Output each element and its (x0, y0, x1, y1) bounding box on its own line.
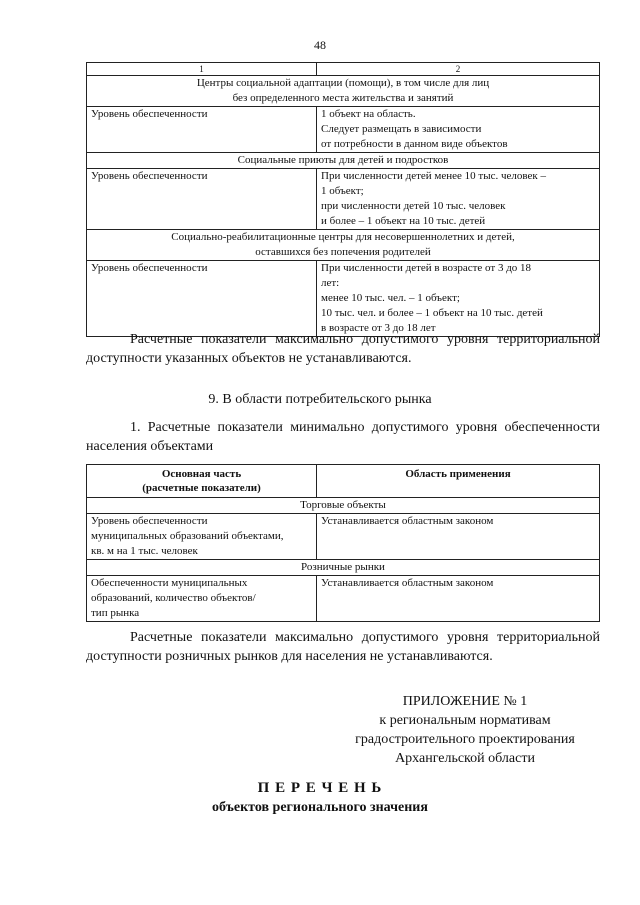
row-value: При численности детей в возрасте от 3 до 18 лет: менее 10 тыс. чел. – 1 объект; 10 тыс. чел. и более – 1 объект на 10 тыс. детей в возрасте от 3 до 18 лет (317, 261, 600, 337)
section-heading-consumer-market: 9. В области потребительского рынка (208, 392, 432, 407)
row-value: Устанавливается областным законом (317, 576, 600, 622)
table-row (87, 169, 600, 230)
row-value: Устанавливается областным законом (317, 514, 600, 560)
table-row (87, 107, 600, 153)
table-section-row (87, 498, 600, 514)
column-number-1: 1 (87, 63, 317, 76)
appendix-line: градостроительного проектирования (355, 732, 575, 747)
appendix-line: к региональным нормативам (379, 713, 551, 728)
row-label: Уровень обеспеченности муниципальных образований объектами, кв. м на 1 тыс. человек (87, 514, 317, 560)
table-section-row (87, 560, 600, 576)
appendix-block (330, 692, 600, 768)
row-label: Уровень обеспеченности (87, 169, 317, 230)
section-title-retail-markets: Розничные рынки (87, 560, 600, 576)
territorial-accessibility-note-2: Расчетные показатели максимально допустимого уровня территориальной доступности розничных рынков для населения не устанавливаются. (86, 630, 600, 664)
table-section-row (87, 153, 600, 169)
row-label: Уровень обеспеченности (87, 107, 317, 153)
table-header-row (87, 63, 600, 76)
row-label: Уровень обеспеченности (87, 261, 317, 337)
column-header-main-part: Основная часть (расчетные показатели) (87, 465, 317, 498)
consumer-market-table (86, 464, 600, 622)
social-facilities-table (86, 62, 600, 337)
table-section-row (87, 230, 600, 261)
table-row (87, 261, 600, 337)
territorial-accessibility-note-1: Расчетные показатели максимально допустимого уровня территориальной доступности указанных объектов не устанавливаются. (86, 332, 600, 366)
table-header-row (87, 465, 600, 498)
row-label: Обеспеченности муниципальных образований, количество объектов/ тип рынка (87, 576, 317, 622)
column-number-2: 2 (317, 63, 600, 76)
table-row (87, 514, 600, 560)
page-number: 48 (314, 38, 326, 52)
provision-indicators-intro: 1. Расчетные показатели минимально допустимого уровня обеспеченности населения объектами (86, 420, 600, 454)
row-value: При численности детей менее 10 тыс. человек – 1 объект; при численности детей 10 тыс. человек и более – 1 объект на 10 тыс. детей (317, 169, 600, 230)
table-section-row (87, 76, 600, 107)
section-title-shelters: Социальные приюты для детей и подростков (87, 153, 600, 169)
list-subtitle: объектов регионального значения (212, 800, 428, 815)
section-title-rehab-centers: Социально-реабилитационные центры для несовершеннолетних и детей, оставшихся без попечения родителей (87, 230, 600, 261)
table-row (87, 576, 600, 622)
row-value: 1 объект на область. Следует размещать в зависимости от потребности в данном виде объектов (317, 107, 600, 153)
appendix-title: ПРИЛОЖЕНИЕ № 1 (402, 694, 528, 709)
list-title: П Е Р Е Ч Е Н Ь (257, 780, 383, 796)
section-title-adaptation-centers: Центры социальной адаптации (помощи), в том числе для лиц без определенного места жительства и занятий (87, 76, 600, 107)
appendix-line: Архангельской области (395, 751, 535, 766)
column-header-application-area: Область применения (317, 465, 600, 498)
section-title-trade-objects: Торговые объекты (87, 498, 600, 514)
